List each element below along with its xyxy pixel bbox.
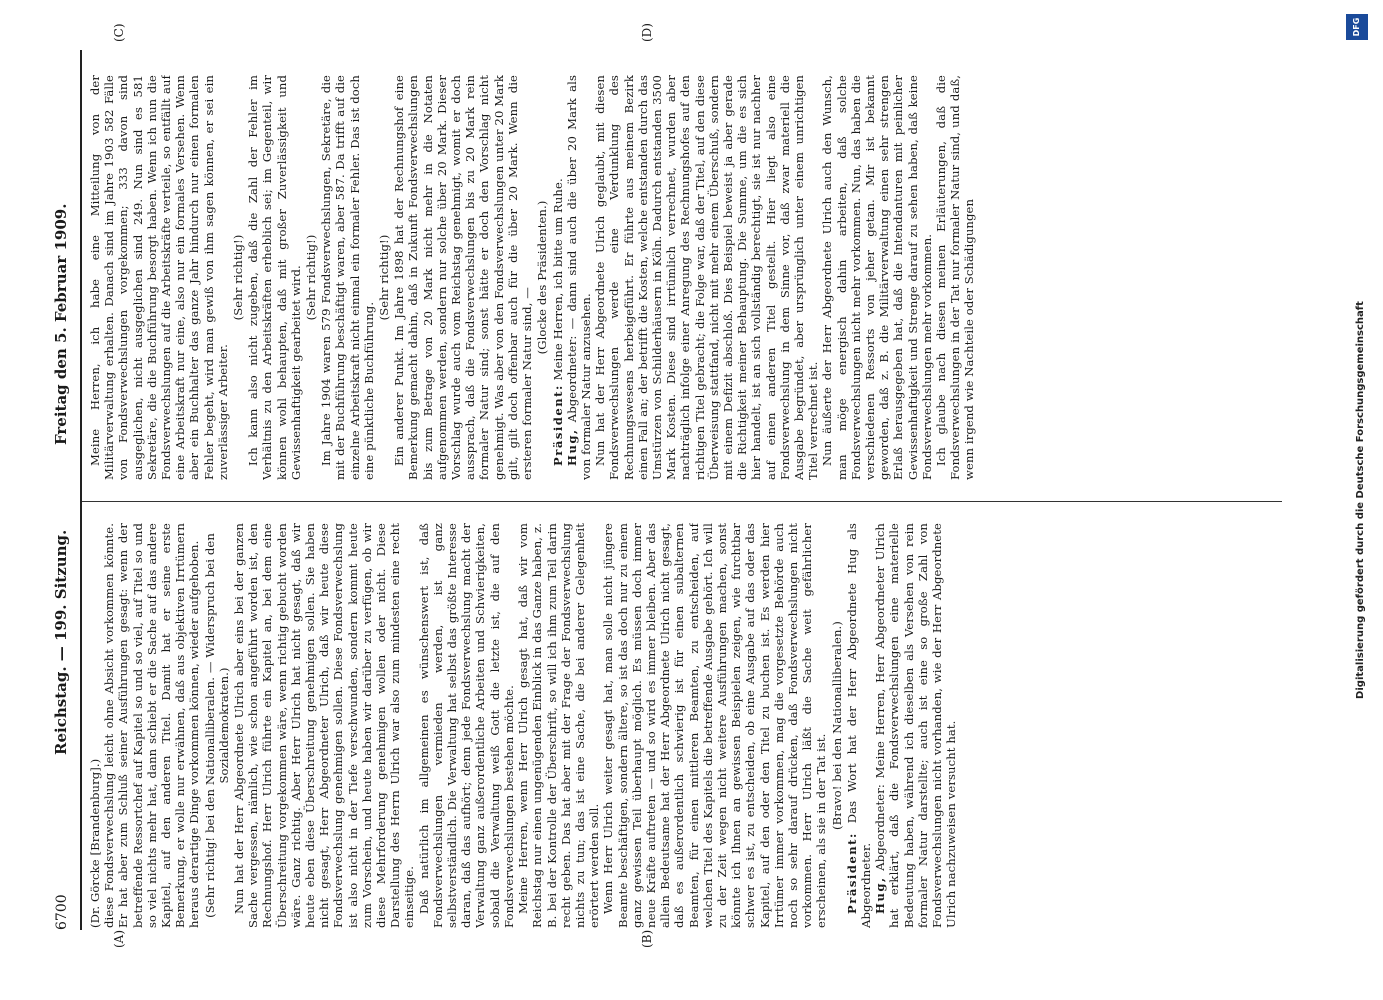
paragraph: Nun hat der Herr Abgeordnete Ulrich aber eins bei der ganzen Sache vergessen, nämlich, wie schon angeführt worden ist, den Rechnungshof. Herr Ulrich führte ein Kapitel an, bei dem eine Überschreitung vorgekommen wäre, wenn richtig gebucht worden wäre. Ganz richtig. Aber Herr Ulrich hat nicht gesagt, daß wir heute eben diese Überschreitung genehmigen sollen. Sie haben nicht gesagt, Herr Abgeordneter Ulrich, daß wir heute diese Fondsverwechslung genehmigen sollen. Diese Fondsverwechslung ist also nicht in der Tiefe verschwunden, sondern kommt heute zum Vorschein, und heute haben wir darüber zu verfügen, ob wir diese Mehrforderung genehmigen wollen oder nicht. Diese Darstellung des Herrn Ulrich war also zum mindesten eine recht einseitige. — [232, 523, 417, 928]
speaker-text: Das Wort hat der Herr Abgeordnete Hug als Abgeordneter. — [844, 523, 873, 928]
interjection: (Sehr richtig!) — [377, 234, 392, 321]
paragraph: Ich glaube nach diesen meinen Erläuterungen, daß die Fondsverwechslungen in der Tat nur formaler Natur sind, und daß, wenn irgend wie Nachteile oder Schädigungen — [933, 75, 977, 480]
speaker-name: Präsident: — [844, 832, 859, 914]
margin-letter-c: (C) — [112, 23, 126, 42]
margin-letter-b: (B) — [640, 929, 654, 948]
speaker-text: Meine Herren, ich bitte um Ruhe. — [550, 178, 565, 381]
interjection: (Sehr richtig!) — [231, 234, 246, 321]
session-title: Reichstag. — 199. Sitzung. — [52, 529, 70, 755]
speaker-paragraph — [551, 75, 565, 480]
speaker-paragraph — [873, 523, 958, 928]
paragraph: Meine Herren, wenn Herr Ulrich gesagt hat, daß wir vom Reichstag nur einen ungenügenden Einblick in das Ganze haben, z. B. bei der Kontrolle der Überschrift, so will ich ihm zum Teil darin recht geben. Das hat aber mit der Frage der Fondsverwechslung nichts zu tun; das ist eine Sache, die bei anderer Gelegenheit erörtert werden soll. — [516, 523, 602, 928]
margin-letter-a: (A) — [112, 929, 126, 948]
speaker-paragraph — [565, 75, 593, 480]
paragraph: Nun hat der Herr Abgeordnete Ulrich geglaubt, mit diesen Fondsverwechslungen werde eine Verdunklung des Rechnungswesens herbeigeführt. Er führte aus meinem Bezirk einen Fall an; der betrifft die Kosten, welche entstanden durch das Umstürzen von Schilderhäusern in Köln. Dadurch entstanden 3500 Mark Kosten. Diese sind irrtümlich verrechnet, wurden aber nachträglich infolge einer Anregung des Rechnungshofes auf den richtigen Titel gebracht; die Folge war, daß der Titel, auf den diese Überweisung stattfand, nicht mit mehr einem Überschuß, sondern mit einem Defizit abschloß. Dies Beispiel beweist ja aber gerade die Richtigkeit meiner Behauptung. Die Summe, um die es sich hier handelt, ist an sich vollständig berechtigt, sie ist nur nachher auf einen anderen Titel gestellt. Hier liegt also eine Fondsverwechslung in dem Sinne vor, daß zwar materiell die Ausgabe begründet, aber ursprünglich unter einem unrichtigen Titel verrechnet ist. — [593, 75, 821, 480]
speaker-paragraph — [845, 523, 873, 928]
speaker-name: Präsident: — [550, 384, 565, 466]
speaker-reference: (Dr. Görcke [Brandenburg].) — [88, 758, 102, 928]
digitization-credit: Digitalisierung gefördert durch die Deutsche Forschungsgemeinschaft — [1355, 301, 1366, 699]
interjection: (Sehr richtig!) — [304, 234, 319, 321]
speaker-text: Abgeordneter: Meine Herren, Herr Abgeordneter Ulrich hat erklärt, daß die Fondsverwechslungen eine materielle Bedeutung haben, während ich dieselben als Versehen von rein formaler Natur darstellte; auch ist eine so große Zahl von Fondsverwechslungen nicht vorhanden, wie der Herr Abgeordnete Ulrich nachzuweisen versucht hat. — [873, 523, 959, 928]
speaker-name: Hug, — [873, 876, 888, 914]
left-column — [88, 523, 1278, 928]
column-divider — [82, 501, 1282, 502]
paragraph: Meine Herren, ich habe eine Mitteilung von der Militärverwaltung erhalten. Danach sind im Jahre 1903 582 Fälle von Fondsverwechslungen vorgekommen; 333 davon sind ausgeglichen, nicht ausgeglichen sind 249. Nun sind es 581 Sekretäre, die die Buchführung besorgt haben. Wenn ich nun die Fondsverwechslungen auf die Arbeitskräfte verteile, so entfällt auf eine Arbeitskraft nur eine, also nur ein formales Versehen. Wenn aber ein Buchhalter das ganze Jahr hindurch nur einen formalen Fehler begeht, wird man gewiß von ihm sagen können, er sei ein zuverlässiger Arbeiter. — [88, 75, 230, 480]
paragraph: Nun äußerte der Herr Abgeordnete Ulrich auch den Wunsch, man möge energisch dahin arbeiten, daß solche Fondsverwechslungen nicht mehr vorkommen. Nun, das haben die verschiedenen Ressorts von jeher getan. Mir ist bekannt geworden, daß z. B. die Militärverwaltung einen sehr strengen Erlaß herausgegeben hat, daß die Intendanturen mit peinlicher Gewissenhaftigkeit und Strenge darauf zu sehen haben, daß keine Fondsverwechslungen mehr vorkommen. — [820, 75, 934, 480]
interjection: (Bravo! bei den Nationalliberalen.) — [829, 621, 844, 830]
speaker-text: Abgeordneter: — dann sind auch die über 20 Mark als von formaler Natur anzusehen. — [564, 75, 593, 480]
interjection: (Sehr richtig! bei den Nationalliberalen. — Widerspruch bei den Sozialdemokraten.) — [202, 533, 231, 918]
paragraph: diese Fondsverwechslung leicht ohne Absicht vorkommen könnte. Er hat aber zum Schluß seiner Ausführungen gesagt: wenn der betreffende Ressortchef auf Kapitel so und so viel, auf Titel so und so viel nichts mehr hat, dann schiebt er die Sache auf das andere Kapitel, auf den anderen Titel. Damit hat er seine erste Bemerkung, er wolle nur erwähnen, daß aus objektiven Irrtümern heraus derartige Dinge vorkommen können, wieder aufgehoben. — [102, 523, 202, 928]
right-column — [88, 75, 1278, 480]
page-number: 6700 — [54, 894, 70, 930]
session-date: Freitag den 5. Februar 1909. — [52, 203, 70, 445]
margin-letter-d: (D) — [640, 23, 654, 42]
paragraph: Wenn Herr Ulrich weiter gesagt hat, man solle nicht jüngere Beamte beschäftigen, sondern ältere, so ist das doch nur zu einem ganz gewissen Teil überhaupt möglich. Es müssen doch immer neue Kräfte auftreten — und so wird es immer bleiben. Aber das allein Bedeutsame hat der Herr Abgeordnete Ulrich nicht gesagt, daß es außerordentlich schwierig ist für einen subalternen Beamten, für einen mittleren Beamten, zu entscheiden, auf welchen Titel des Kapitels die betreffende Ausgabe gehört. Ich will zu der Zeit wegen nicht weitere Ausführungen machen, sonst könnte ich Ihnen an gewissen Beispielen zeigen, wie furchtbar schwer es ist, zu entscheiden, ob eine Ausgabe auf das oder das Kapitel, auf den oder den Titel zu buchen ist. Es werden hier Irrtümer immer vorkommen, mag die vorgesetzte Behörde auch noch so sehr darauf drücken, daß Fondsverwechslungen nicht vorkommen. Herr Ulrich läßt die Sache weit gefährlicher erscheinen, als sie in der Tat ist. — [601, 523, 829, 928]
paragraph: Im Jahre 1904 waren 579 Fondsverwechslungen, Sekretäre, die mit der Buchführung beschäftigt waren, aber 587. Da trifft auf die einzelne Arbeitskraft nicht einmal ein formaler Fehler. Das ist doch eine pünktliche Buchführung. — [319, 75, 376, 480]
paragraph: Ein anderer Punkt. Im Jahre 1898 hat der Rechnungshof eine Bemerkung gemacht dahin, daß in Zukunft Fondsverwechslungen bis zum Betrage von 20 Mark nicht mehr in die Notaten aufgenommen werden, sondern nur solche über 20 Mark. Dieser Vorschlag wurde auch vom Reichstag genehmigt, womit er doch aussprach, daß die Fondsverwechslungen bis zu 20 Mark rein formaler Natur sind; sonst hätte er doch den Vorschlag nicht genehmigt. Was aber von den Fondsverwechslungen unter 20 Mark gilt, gilt doch offenbar auch für die über 20 Mark. Wenn die ersteren formaler Natur sind, — — [392, 75, 535, 480]
interjection: (Glocke des Präsidenten.) — [535, 200, 550, 355]
paragraph: Ich kann also nicht zugeben, daß die Zahl der Fehler im Verhältnis zu den Arbeitskräften erheblich sei; im Gegenteil, wir können wohl behaupten, daß mit großer Zuverlässigkeit und Gewissenhaftigkeit gearbeitet wird. — [246, 75, 303, 480]
dfg-logo: DFG — [1346, 14, 1368, 40]
speaker-name: Hug, — [564, 428, 579, 466]
header-rule — [80, 50, 82, 930]
paragraph: Daß natürlich im allgemeinen es wünschenswert ist, daß Fondsverwechslungen vermieden werden, ist ganz selbstverständlich. Die Verwaltung hat selbst das größte Interesse daran, daß das aufhört; denn jede Fondsverwechslung macht der Verwaltung ganz außerordentliche Arbeiten und Schwierigkeiten, sobald die Verwaltung weiß Gott die letzte ist, die auf den Fondsverwechslungen bestehen möchte. — [416, 523, 516, 928]
